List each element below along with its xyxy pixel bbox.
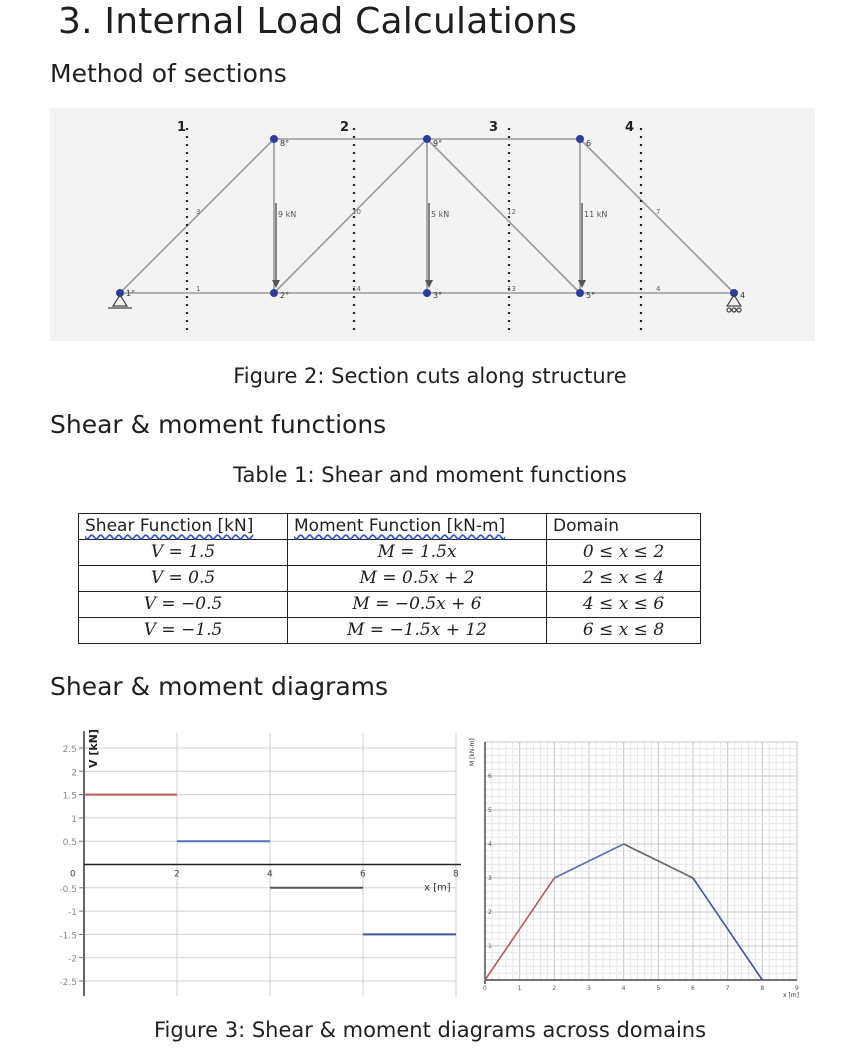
node-marker	[576, 135, 584, 143]
shear-function-cell: V = 0.5	[79, 566, 288, 592]
member-label: 4	[656, 285, 661, 293]
load-label: 11 kN	[584, 210, 608, 219]
moment-plot	[465, 736, 810, 998]
section-heading-diagrams: Shear & moment diagrams	[50, 672, 389, 701]
y-tick-label: 4	[488, 841, 492, 848]
y-tick-label: 2.5	[62, 745, 77, 755]
domain-cell: 4 ≤ x ≤ 6	[547, 592, 701, 618]
load-arrows	[276, 203, 582, 283]
x-tick-label: 8	[760, 985, 765, 992]
table-row	[79, 618, 701, 644]
y-tick-label: 1	[488, 943, 492, 950]
node-marker	[423, 135, 431, 143]
member-label: 10	[352, 208, 361, 216]
roller-wheel-icon	[727, 308, 731, 312]
node-label: 3°	[433, 291, 443, 300]
y-tick-label: -1.5	[59, 931, 77, 942]
node-label: 1°	[126, 289, 136, 298]
shear-diagram	[55, 728, 465, 1004]
y-tick-label: 3	[488, 875, 492, 882]
node-marker	[576, 289, 584, 297]
member-label: 7	[656, 208, 661, 216]
y-tick-label: 1.5	[62, 791, 77, 802]
shear-plot	[55, 728, 465, 1000]
cut-label: 3	[489, 120, 499, 135]
load-label: 5 kN	[431, 210, 450, 219]
node-label: 6	[586, 139, 592, 148]
member-label: 3	[196, 208, 201, 216]
node-label: 9°	[433, 139, 443, 148]
shear-moment-table	[78, 513, 701, 644]
diagonal-member	[427, 139, 580, 293]
load-arrowheads	[272, 280, 586, 288]
x-tick-label: 6	[691, 985, 695, 992]
x-tick-label: 8	[453, 869, 459, 880]
member-label: 1	[196, 285, 201, 293]
section-heading-method: Method of sections	[50, 59, 287, 88]
x-tick-label: 4	[267, 869, 273, 880]
shear-function-cell: V = 1.5	[79, 540, 288, 566]
node-label: 5°	[586, 291, 596, 300]
cut-label: 1	[177, 120, 187, 135]
y-tick-label: 5	[488, 807, 492, 814]
page-title: 3. Internal Load Calculations	[58, 1, 578, 42]
truss-figure	[50, 108, 815, 341]
node-marker	[270, 135, 278, 143]
domain-cell: 2 ≤ x ≤ 4	[547, 566, 701, 592]
node-marker	[270, 289, 278, 297]
x-tick-label: 2	[552, 985, 557, 992]
roller-wheel-icon	[737, 308, 741, 312]
node-label: 2°	[280, 291, 290, 300]
y-tick-label: -2.5	[59, 978, 77, 988]
x-tick-label: 4	[621, 985, 626, 992]
member-label: 12	[507, 208, 516, 216]
x-tick-label: 1	[517, 985, 522, 992]
supports	[108, 295, 741, 312]
x-tick-label: 3	[587, 985, 591, 992]
y-tick-label: 0.5	[62, 838, 77, 849]
node-label: 4	[740, 291, 746, 300]
y-axis-label: V [kN]	[87, 729, 100, 768]
member-label: 13	[507, 285, 516, 293]
y-axis-label: M [kN-m]	[469, 738, 476, 766]
x-tick-label: 0	[483, 985, 487, 992]
moment-diagram	[465, 736, 810, 1002]
shear-function-cell: V = −1.5	[79, 618, 288, 644]
table-row	[79, 592, 701, 618]
table-1-caption: Table 1: Shear and moment functions	[233, 463, 627, 487]
y-tick-label: -2	[68, 954, 77, 965]
x-tick-label: 5	[656, 985, 661, 992]
table-row	[79, 566, 701, 592]
table-header-domain: Domain	[547, 514, 701, 540]
x-tick-label: 6	[360, 869, 366, 880]
truss-diagram	[50, 108, 815, 341]
member-label: 14	[352, 285, 361, 293]
node-marker	[423, 289, 431, 297]
y-tick-label: 2	[488, 909, 492, 916]
domain-cell: 0 ≤ x ≤ 2	[547, 540, 701, 566]
shear-function-cell: V = −0.5	[79, 592, 288, 618]
x-tick-label: 9	[795, 985, 799, 992]
figure-3-caption: Figure 3: Shear & moment diagrams across domains	[153, 1018, 707, 1042]
table-header-row	[79, 514, 701, 540]
diagonal-member	[274, 139, 427, 293]
y-tick-label: -1	[68, 908, 77, 919]
load-label: 9 kN	[278, 210, 297, 219]
cut-label: 2	[340, 120, 350, 135]
domain-cell: 6 ≤ x ≤ 8	[547, 618, 701, 644]
y-tick-label: 2	[71, 768, 77, 779]
moment-function-cell: M = 1.5x	[288, 540, 547, 566]
x-tick-label: 0	[70, 869, 76, 880]
y-tick-label: -0.5	[59, 884, 77, 895]
node-label: 8°	[280, 139, 290, 148]
x-axis-label: x [m]	[424, 882, 451, 894]
figure-2-caption: Figure 2: Section cuts along structure	[233, 364, 627, 388]
y-tick-label: 6	[488, 773, 492, 780]
x-axis-label: x [m]	[783, 992, 799, 998]
moment-function-cell: M = −0.5x + 6	[288, 592, 547, 618]
table-row	[79, 540, 701, 566]
x-tick-label: 7	[725, 985, 730, 992]
y-tick-label: 1	[71, 814, 77, 825]
moment-function-cell: M = −1.5x + 12	[288, 618, 547, 644]
table-header-shear: Shear Function [kN]	[79, 514, 288, 540]
table-header-moment: Moment Function [kN-m]	[288, 514, 547, 540]
diagonal-member	[120, 139, 274, 293]
moment-function-cell: M = 0.5x + 2	[288, 566, 547, 592]
moment-grid	[485, 742, 797, 980]
section-heading-shear-moment: Shear & moment functions	[50, 410, 387, 439]
x-tick-label: 2	[174, 869, 180, 880]
roller-wheel-icon	[732, 308, 736, 312]
cut-label: 4	[625, 120, 635, 135]
